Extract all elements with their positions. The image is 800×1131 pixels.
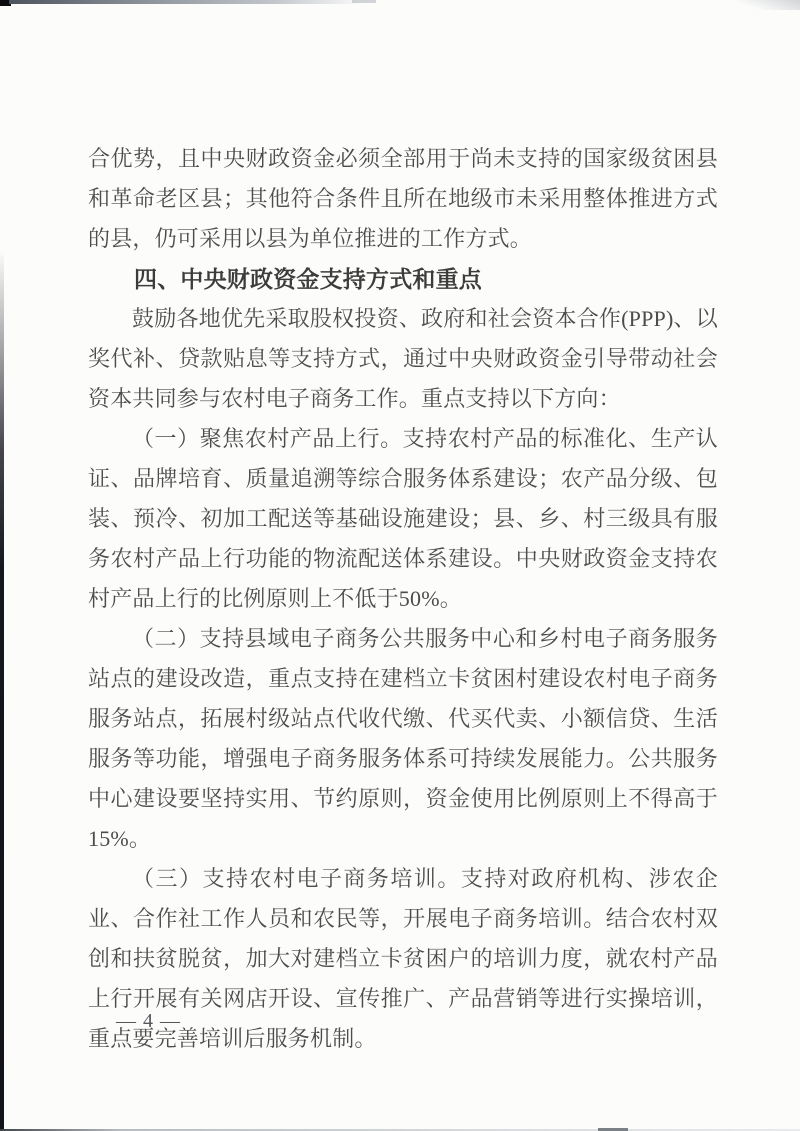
scan-artifact-top-left-corner bbox=[0, 0, 11, 6]
section-heading: 四、中央财政资金支持方式和重点 bbox=[134, 266, 482, 292]
paragraph-item-3: （三）支持农村电子商务培训。支持对政府机构、涉农企业、合作社工作人员和农民等，开展电子商务培训。结合农村双创和扶贫脱贫，加大对建档立卡贫困户的培训力度，就农村产品上行开展有关网店开设、宣传推广、产品营销等进行实操培训，重点要完善培训后服务机制。 bbox=[88, 866, 718, 1051]
scan-artifact-top-right-smudge bbox=[728, 0, 800, 10]
document-body bbox=[88, 139, 718, 1059]
paragraph-continuation: 合优势，且中央财政资金必须全部用于尚未支持的国家级贫困县和革命老区县；其他符合条件且所在地级市未采用整体推进方式的县，仍可采用以县为单位推进的工作方式。 bbox=[88, 146, 718, 251]
scan-artifact-top-edge-line bbox=[9, 0, 365, 4]
paragraph-item-2: （二）支持县域电子商务公共服务中心和乡村电子商务服务站点的建设改造，重点支持在建档立卡贫困村建设农村电子商务服务站点，拓展村级站点代收代缴、代买代卖、小额信贷、生活服务等功能，增强电子商务服务体系可持续发展能力。公共服务中心建设要坚持实用、节约原则，资金使用比例原则上不得高于15%。 bbox=[88, 626, 718, 851]
scan-artifact-top-smudge bbox=[352, 0, 376, 3]
paragraph-intro: 鼓励各地优先采取股权投资、政府和社会资本合作(PPP)、以奖代补、贷款贴息等支持方式，通过中央财政资金引导带动社会资本共同参与农村电子商务工作。重点支持以下方向： bbox=[88, 306, 718, 411]
page-number: — 4 — bbox=[116, 1010, 181, 1032]
scan-artifact-left-edge-strip bbox=[0, 250, 4, 1131]
paragraph-item-1: （一）聚焦农村产品上行。支持农村产品的标准化、生产认证、品牌培育、质量追溯等综合服务体系建设；农产品分级、包装、预冷、初加工配送等基础设施建设；县、乡、村三级具有服务农村产品上行功能的物流配送体系建设。中央财政资金支持农村产品上行的比例原则上不低于50%。 bbox=[88, 426, 718, 611]
